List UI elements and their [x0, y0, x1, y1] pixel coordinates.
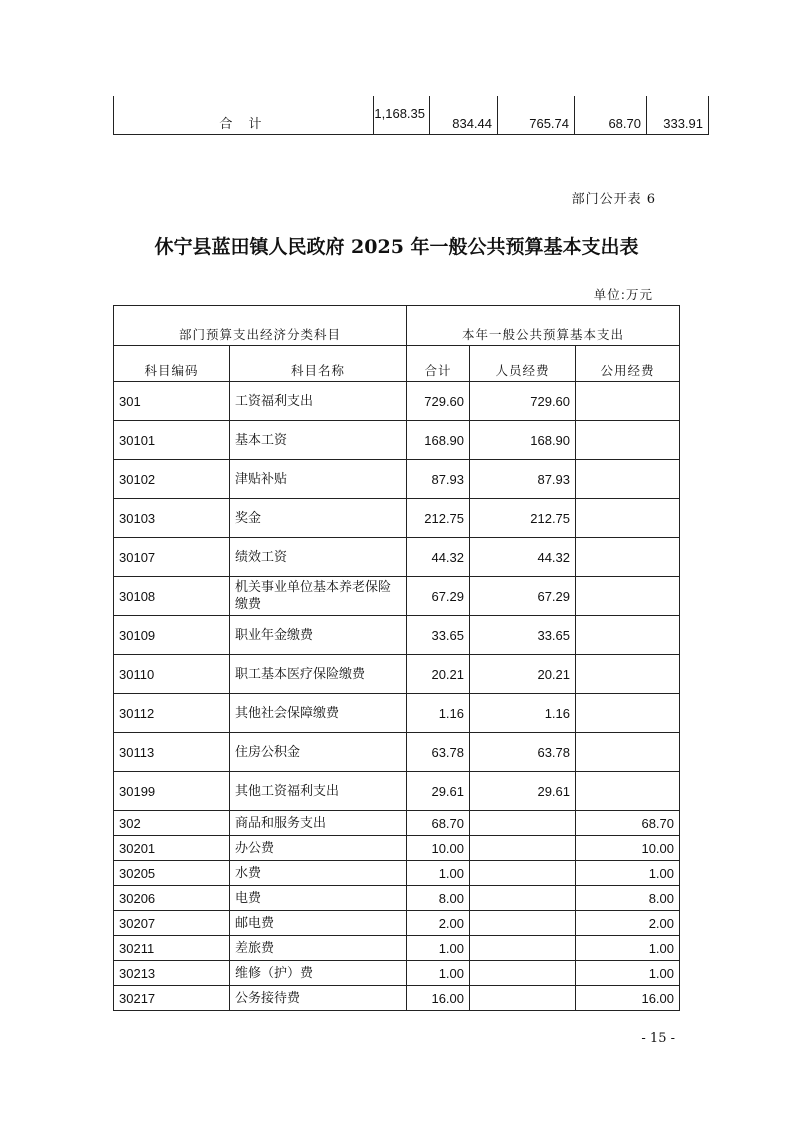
cell-public: 1.00 — [576, 961, 680, 986]
cell-code: 30211 — [114, 936, 230, 961]
cell-name: 商品和服务支出 — [230, 811, 407, 836]
cell-code: 30201 — [114, 836, 230, 861]
cell-code: 301 — [114, 382, 230, 421]
cell-code: 30213 — [114, 961, 230, 986]
cell-public — [576, 694, 680, 733]
total-row — [114, 96, 709, 134]
cell-code: 30102 — [114, 460, 230, 499]
cell-total: 1.00 — [407, 961, 470, 986]
cell-public — [576, 538, 680, 577]
table-row — [114, 911, 680, 936]
total-value-2: 834.44 — [430, 96, 498, 134]
table-row — [114, 733, 680, 772]
cell-total: 20.21 — [407, 655, 470, 694]
cell-public — [576, 499, 680, 538]
cell-personnel — [470, 861, 576, 886]
table-row — [114, 382, 680, 421]
cell-name: 维修（护）费 — [230, 961, 407, 986]
unit-label: 单位:万元 — [593, 287, 653, 302]
cell-code: 30109 — [114, 616, 230, 655]
total-label: 合 计 — [114, 96, 374, 134]
cell-total: 29.61 — [407, 772, 470, 811]
cell-personnel — [470, 811, 576, 836]
table-row — [114, 655, 680, 694]
cell-personnel: 67.29 — [470, 577, 576, 616]
cell-code: 30205 — [114, 861, 230, 886]
cell-code: 30108 — [114, 577, 230, 616]
table-row — [114, 538, 680, 577]
total-value-4: 68.70 — [575, 96, 647, 134]
cell-personnel — [470, 936, 576, 961]
cell-name: 公务接待费 — [230, 986, 407, 1011]
cell-public — [576, 655, 680, 694]
cell-total: 1.00 — [407, 936, 470, 961]
cell-public — [576, 382, 680, 421]
table-body — [114, 382, 680, 1011]
total-value-5: 333.91 — [647, 96, 709, 134]
cell-total: 68.70 — [407, 811, 470, 836]
cell-personnel — [470, 836, 576, 861]
previous-table-total — [113, 96, 709, 135]
table-row — [114, 499, 680, 538]
cell-code: 30103 — [114, 499, 230, 538]
cell-name: 奖金 — [230, 499, 407, 538]
header-group-row — [114, 306, 680, 346]
cell-total: 2.00 — [407, 911, 470, 936]
form-label: 部门公开表 6 — [571, 192, 656, 207]
cell-code: 30107 — [114, 538, 230, 577]
header-basic-expenditure: 本年一般公共预算基本支出 — [407, 306, 680, 346]
header-public: 公用经费 — [576, 346, 680, 382]
cell-name: 职工基本医疗保险缴费 — [230, 655, 407, 694]
cell-name: 邮电费 — [230, 911, 407, 936]
cell-personnel: 87.93 — [470, 460, 576, 499]
header-total: 合计 — [407, 346, 470, 382]
cell-name: 电费 — [230, 886, 407, 911]
cell-code: 30112 — [114, 694, 230, 733]
cell-public: 10.00 — [576, 836, 680, 861]
cell-total: 729.60 — [407, 382, 470, 421]
cell-personnel: 212.75 — [470, 499, 576, 538]
cell-public — [576, 460, 680, 499]
total-value-3: 765.74 — [498, 96, 575, 134]
cell-public: 8.00 — [576, 886, 680, 911]
cell-code: 30101 — [114, 421, 230, 460]
cell-total: 10.00 — [407, 836, 470, 861]
cell-total: 67.29 — [407, 577, 470, 616]
header-column-row — [114, 346, 680, 382]
page-number: - 15 - — [641, 1031, 675, 1046]
cell-code: 30217 — [114, 986, 230, 1011]
cell-code: 30207 — [114, 911, 230, 936]
cell-public: 68.70 — [576, 811, 680, 836]
table-row — [114, 772, 680, 811]
cell-personnel: 729.60 — [470, 382, 576, 421]
total-value-1: 1,168.35 — [374, 96, 430, 134]
cell-name: 机关事业单位基本养老保险缴费 — [230, 577, 407, 616]
cell-total: 63.78 — [407, 733, 470, 772]
cell-personnel: 33.65 — [470, 616, 576, 655]
cell-name: 办公费 — [230, 836, 407, 861]
cell-name: 职业年金缴费 — [230, 616, 407, 655]
table-row — [114, 694, 680, 733]
cell-code: 30199 — [114, 772, 230, 811]
table-row — [114, 936, 680, 961]
cell-personnel: 29.61 — [470, 772, 576, 811]
cell-total: 1.00 — [407, 861, 470, 886]
cell-code: 30113 — [114, 733, 230, 772]
table-row — [114, 421, 680, 460]
table-row — [114, 836, 680, 861]
cell-total: 8.00 — [407, 886, 470, 911]
cell-total: 33.65 — [407, 616, 470, 655]
cell-public: 16.00 — [576, 986, 680, 1011]
header-code: 科目编码 — [114, 346, 230, 382]
table-row — [114, 616, 680, 655]
cell-public — [576, 733, 680, 772]
cell-name: 住房公积金 — [230, 733, 407, 772]
cell-code: 30206 — [114, 886, 230, 911]
cell-personnel: 1.16 — [470, 694, 576, 733]
cell-personnel: 63.78 — [470, 733, 576, 772]
cell-personnel — [470, 986, 576, 1011]
cell-total: 168.90 — [407, 421, 470, 460]
table-row — [114, 811, 680, 836]
cell-personnel — [470, 911, 576, 936]
cell-personnel — [470, 961, 576, 986]
table-row — [114, 886, 680, 911]
table-row — [114, 986, 680, 1011]
cell-public — [576, 577, 680, 616]
cell-name: 水费 — [230, 861, 407, 886]
cell-total: 212.75 — [407, 499, 470, 538]
cell-name: 绩效工资 — [230, 538, 407, 577]
table-row — [114, 961, 680, 986]
cell-public: 2.00 — [576, 911, 680, 936]
cell-total: 16.00 — [407, 986, 470, 1011]
cell-public — [576, 772, 680, 811]
cell-name: 其他社会保障缴费 — [230, 694, 407, 733]
cell-total: 87.93 — [407, 460, 470, 499]
cell-public — [576, 616, 680, 655]
page-title: 休宁县蓝田镇人民政府 2025 年一般公共预算基本支出表 — [154, 236, 639, 258]
cell-public: 1.00 — [576, 861, 680, 886]
cell-personnel: 20.21 — [470, 655, 576, 694]
cell-public — [576, 421, 680, 460]
cell-code: 30110 — [114, 655, 230, 694]
cell-name: 其他工资福利支出 — [230, 772, 407, 811]
cell-name: 津贴补贴 — [230, 460, 407, 499]
cell-personnel: 168.90 — [470, 421, 576, 460]
cell-personnel: 44.32 — [470, 538, 576, 577]
cell-name: 差旅费 — [230, 936, 407, 961]
cell-code: 302 — [114, 811, 230, 836]
cell-total: 44.32 — [407, 538, 470, 577]
table-row — [114, 460, 680, 499]
cell-total: 1.16 — [407, 694, 470, 733]
cell-public: 1.00 — [576, 936, 680, 961]
header-economic-category: 部门预算支出经济分类科目 — [114, 306, 407, 346]
cell-name: 工资福利支出 — [230, 382, 407, 421]
table-row — [114, 861, 680, 886]
header-name: 科目名称 — [230, 346, 407, 382]
table-row — [114, 577, 680, 616]
budget-table — [113, 305, 680, 1011]
cell-personnel — [470, 886, 576, 911]
header-personnel: 人员经费 — [470, 346, 576, 382]
cell-name: 基本工资 — [230, 421, 407, 460]
